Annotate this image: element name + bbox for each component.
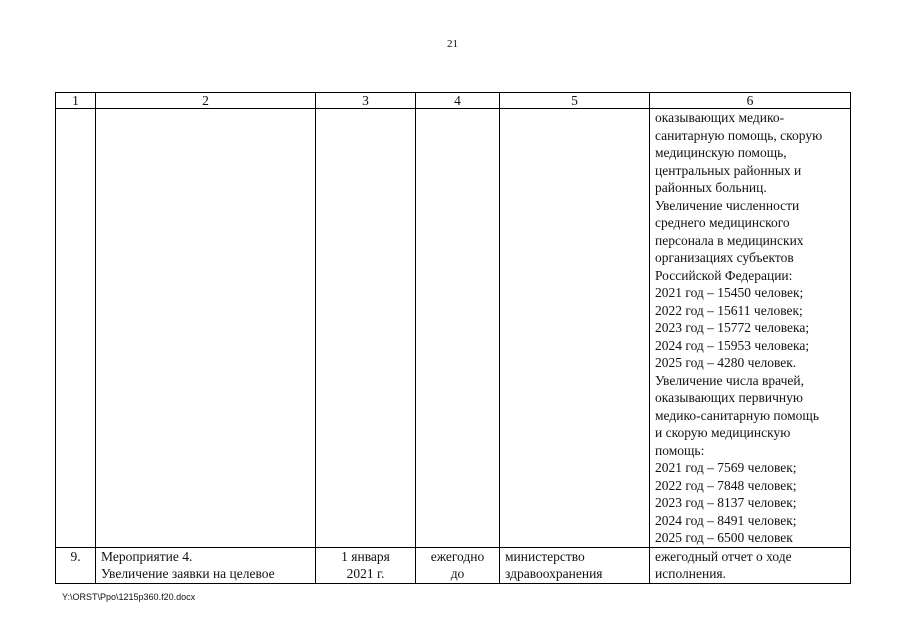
page-number: 21 bbox=[447, 38, 458, 50]
footer-file-path: Y:\ORST\Ppo\1215p360.f20.docx bbox=[62, 592, 196, 602]
row-number: 9. bbox=[56, 547, 96, 583]
header-col-4: 4 bbox=[416, 93, 500, 109]
text-line: 2022 год – 7848 человек; bbox=[655, 477, 797, 493]
header-col-3: 3 bbox=[316, 93, 416, 109]
text-line: ежегодно bbox=[430, 548, 485, 564]
text-line: 2024 год – 8491 человек; bbox=[655, 512, 797, 528]
header-col-2: 2 bbox=[96, 93, 316, 109]
cell-start-date bbox=[316, 547, 416, 583]
text-line: 2024 год – 15953 человека; bbox=[655, 337, 810, 353]
cell-empty bbox=[500, 109, 650, 548]
text-line: исполнения. bbox=[655, 566, 727, 581]
text-line: Увеличение заявки на целевое bbox=[101, 566, 275, 581]
text-line: 2021 г. bbox=[346, 566, 385, 581]
text-line: 2023 год – 8137 человек; bbox=[655, 495, 797, 510]
text-line: центральных районных и bbox=[655, 162, 802, 178]
text-line: организациях субъектов bbox=[655, 250, 794, 265]
text-line: медико-санитарную помощь bbox=[655, 407, 819, 423]
cell-empty bbox=[416, 109, 500, 548]
text-line: 2022 год – 15611 человек; bbox=[655, 302, 803, 318]
text-line: 2021 год – 7569 человек; bbox=[655, 460, 797, 475]
header-col-1: 1 bbox=[56, 93, 96, 109]
text-line: оказывающих первичную bbox=[655, 390, 803, 405]
text-line: и скорую медицинскую bbox=[655, 425, 791, 440]
cell-responsible bbox=[500, 547, 650, 583]
text-line: 2023 год – 15772 человека; bbox=[655, 320, 810, 335]
text-line: Российской Федерации: bbox=[655, 267, 793, 283]
text-line: санитарную помощь, скорую bbox=[655, 127, 823, 143]
text-line: 1 января bbox=[341, 548, 390, 564]
table-row-continuation bbox=[56, 109, 851, 548]
cell-result bbox=[650, 547, 851, 583]
text-line: медицинскую помощь, bbox=[655, 145, 787, 160]
text-line: оказывающих медико- bbox=[655, 110, 785, 125]
text-line: здравоохранения bbox=[505, 566, 603, 581]
text-line: 2025 год – 6500 человек bbox=[655, 530, 793, 545]
table-header-row bbox=[56, 93, 851, 109]
cell-empty bbox=[316, 109, 416, 548]
text-line: Увеличение числа врачей, bbox=[655, 372, 804, 388]
cell-empty bbox=[56, 109, 96, 548]
text-line: среднего медицинского bbox=[655, 215, 790, 230]
cell-deadline bbox=[416, 547, 500, 583]
text-line: районных больниц. bbox=[655, 180, 767, 195]
header-col-6: 6 bbox=[650, 93, 851, 109]
text-line: 2025 год – 4280 человек. bbox=[655, 355, 797, 370]
table-row-9 bbox=[56, 547, 851, 583]
text-line: персонала в медицинских bbox=[655, 232, 804, 248]
text-line: министерство bbox=[505, 548, 585, 564]
text-line: помощь: bbox=[655, 442, 705, 458]
cell-empty bbox=[96, 109, 316, 548]
cell-activity bbox=[96, 547, 316, 583]
text-line: до bbox=[450, 566, 465, 581]
text-line: Мероприятие 4. bbox=[101, 548, 193, 564]
text-line: 2021 год – 15450 человек; bbox=[655, 285, 804, 300]
text-line: Увеличение численности bbox=[655, 197, 800, 213]
text-line: ежегодный отчет о ходе bbox=[655, 548, 792, 564]
header-col-5: 5 bbox=[500, 93, 650, 109]
cell-results-text bbox=[650, 109, 851, 548]
document-table bbox=[55, 92, 851, 584]
